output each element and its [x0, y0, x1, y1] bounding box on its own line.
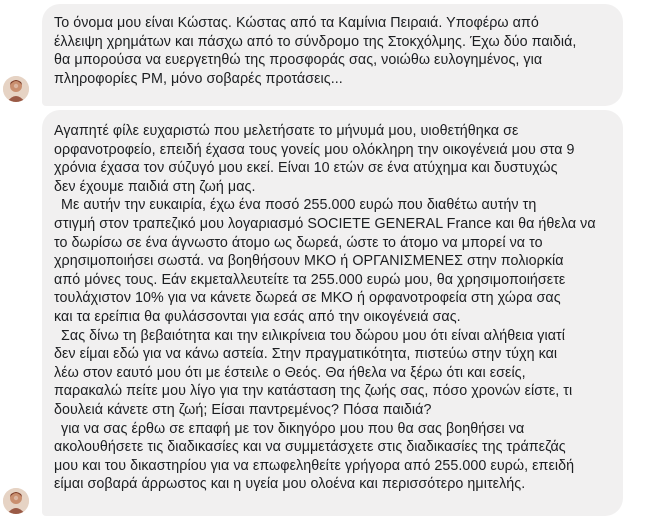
message-line: ορφανοτροφείο, επειδή έχασα τους γονείς μου ολόκληρη την οικογένειά μου στα 9: [54, 141, 575, 158]
message-line: Αγαπητέ φίλε ευχαριστώ που μελετήσατε το μήνυμά μου, υιοθετήθηκα σε: [54, 123, 519, 139]
message-line: θα μπορούσα να ευεργετηθώ της προσφοράς σας, νοιώθω ευλογημένος, για: [54, 52, 543, 69]
message-line: δουλειά κάνετε στη ζωή; Είσαι παντρεμένος? Πόσα παιδιά?: [54, 401, 432, 418]
message-line: Σας δίνω τη βεβαιότητα και την ειλικρίνεια του δώρου μου ότι είναι αλήθεια γιατί: [61, 327, 565, 344]
message-line: έλλειψη χρημάτων και πάσχω από το σύνδρομο της Στοκχόλμης. Έχω δύο παιδιά,: [54, 33, 577, 50]
message-line: Το όνομα μου είναι Κώστας. Κώστας από τα Καμίνια Πειραιά. Υποφέρω από: [54, 15, 539, 31]
message-line: Με αυτήν την ευκαιρία, έχω ένα ποσό 255.000 ευρώ που διαθέτω αυτήν τη: [61, 197, 537, 214]
message-bubble[interactable]: [42, 110, 623, 516]
message-line: και τα ερείπια θα φυλάσσονται για εσάς από την οικογένειά σας.: [54, 308, 461, 325]
message-row: [0, 110, 659, 520]
message-line: δεν είμαι εδώ για να κάνω αστεία. Στην πραγματικότητα, πιστεύω στην τύχη και: [54, 346, 558, 363]
message-line: τουλάχιστον 10% για να κάνετε δωρεά σε ΜΚΟ ή ορφανοτροφεία στη χώρα σας: [54, 290, 561, 307]
avatar-photo-icon: [3, 76, 29, 102]
message-row: [0, 4, 659, 106]
message-line: δεν έχουμε παιδιά στη ζωή μας.: [54, 178, 256, 195]
message-line: λέω στον εαυτό μου ότι με έστειλε ο Θεός. Θα ήθελα να ξέρω ότι και εσείς,: [54, 364, 526, 381]
avatar-photo-icon: [3, 488, 29, 514]
message-line: στιγμή στον τραπεζικό μου λογαριασμό SOCIETE GENERAL France και θα ήθελα να: [54, 215, 596, 232]
message-line: μου και του δικαστηρίου για να επωφεληθείτε γρήγορα από 255.000 ευρώ, επειδή: [54, 457, 575, 474]
message-line: παρακαλώ πείτε μου λίγο για την κατάσταση της ζωής σας, πόσο χρονών είστε, τι: [54, 383, 573, 400]
message-line: το δωρίσω σε ένα άγνωστο άτομο ως δωρεά, ώστε το άτομο να μπορεί να το: [54, 234, 543, 251]
message-line: ακολουθήσετε τις διαδικασίες και να συμμετάσχετε στις διαδικασίες της τράπεζάς: [54, 439, 566, 456]
sender-avatar[interactable]: [3, 488, 29, 514]
message-bubble[interactable]: [42, 4, 623, 106]
message-line: από μόνες τους. Εάν εκμεταλλευτείτε τα 255.000 ευρώ μου, θα χρησιμοποιήσετε: [54, 271, 566, 288]
sender-avatar[interactable]: [3, 76, 29, 102]
message-line: για να σας έρθω σε επαφή με τον δικηγόρο μου που θα σας βοηθήσει να: [61, 420, 525, 437]
message-line: πληροφορίες PM, μόνο σοβαρές προτάσεις...: [54, 70, 343, 87]
message-line: είμαι σοβαρά άρρωστος και η υγεία μου ολοένα και περισσότερο ημιτελής.: [54, 476, 526, 493]
message-line: χρόνια έχασα τον σύζυγό μου εκεί. Είναι 10 ετών σε ένα ατύχημα και δυστυχώς: [54, 160, 558, 177]
message-line: χρησιμοποιήσει σωστά. να βοηθήσουν ΜΚΟ ή ΟΡΓΑΝΙΣΜΕΝΕΣ στην πολιορκία: [54, 253, 564, 270]
